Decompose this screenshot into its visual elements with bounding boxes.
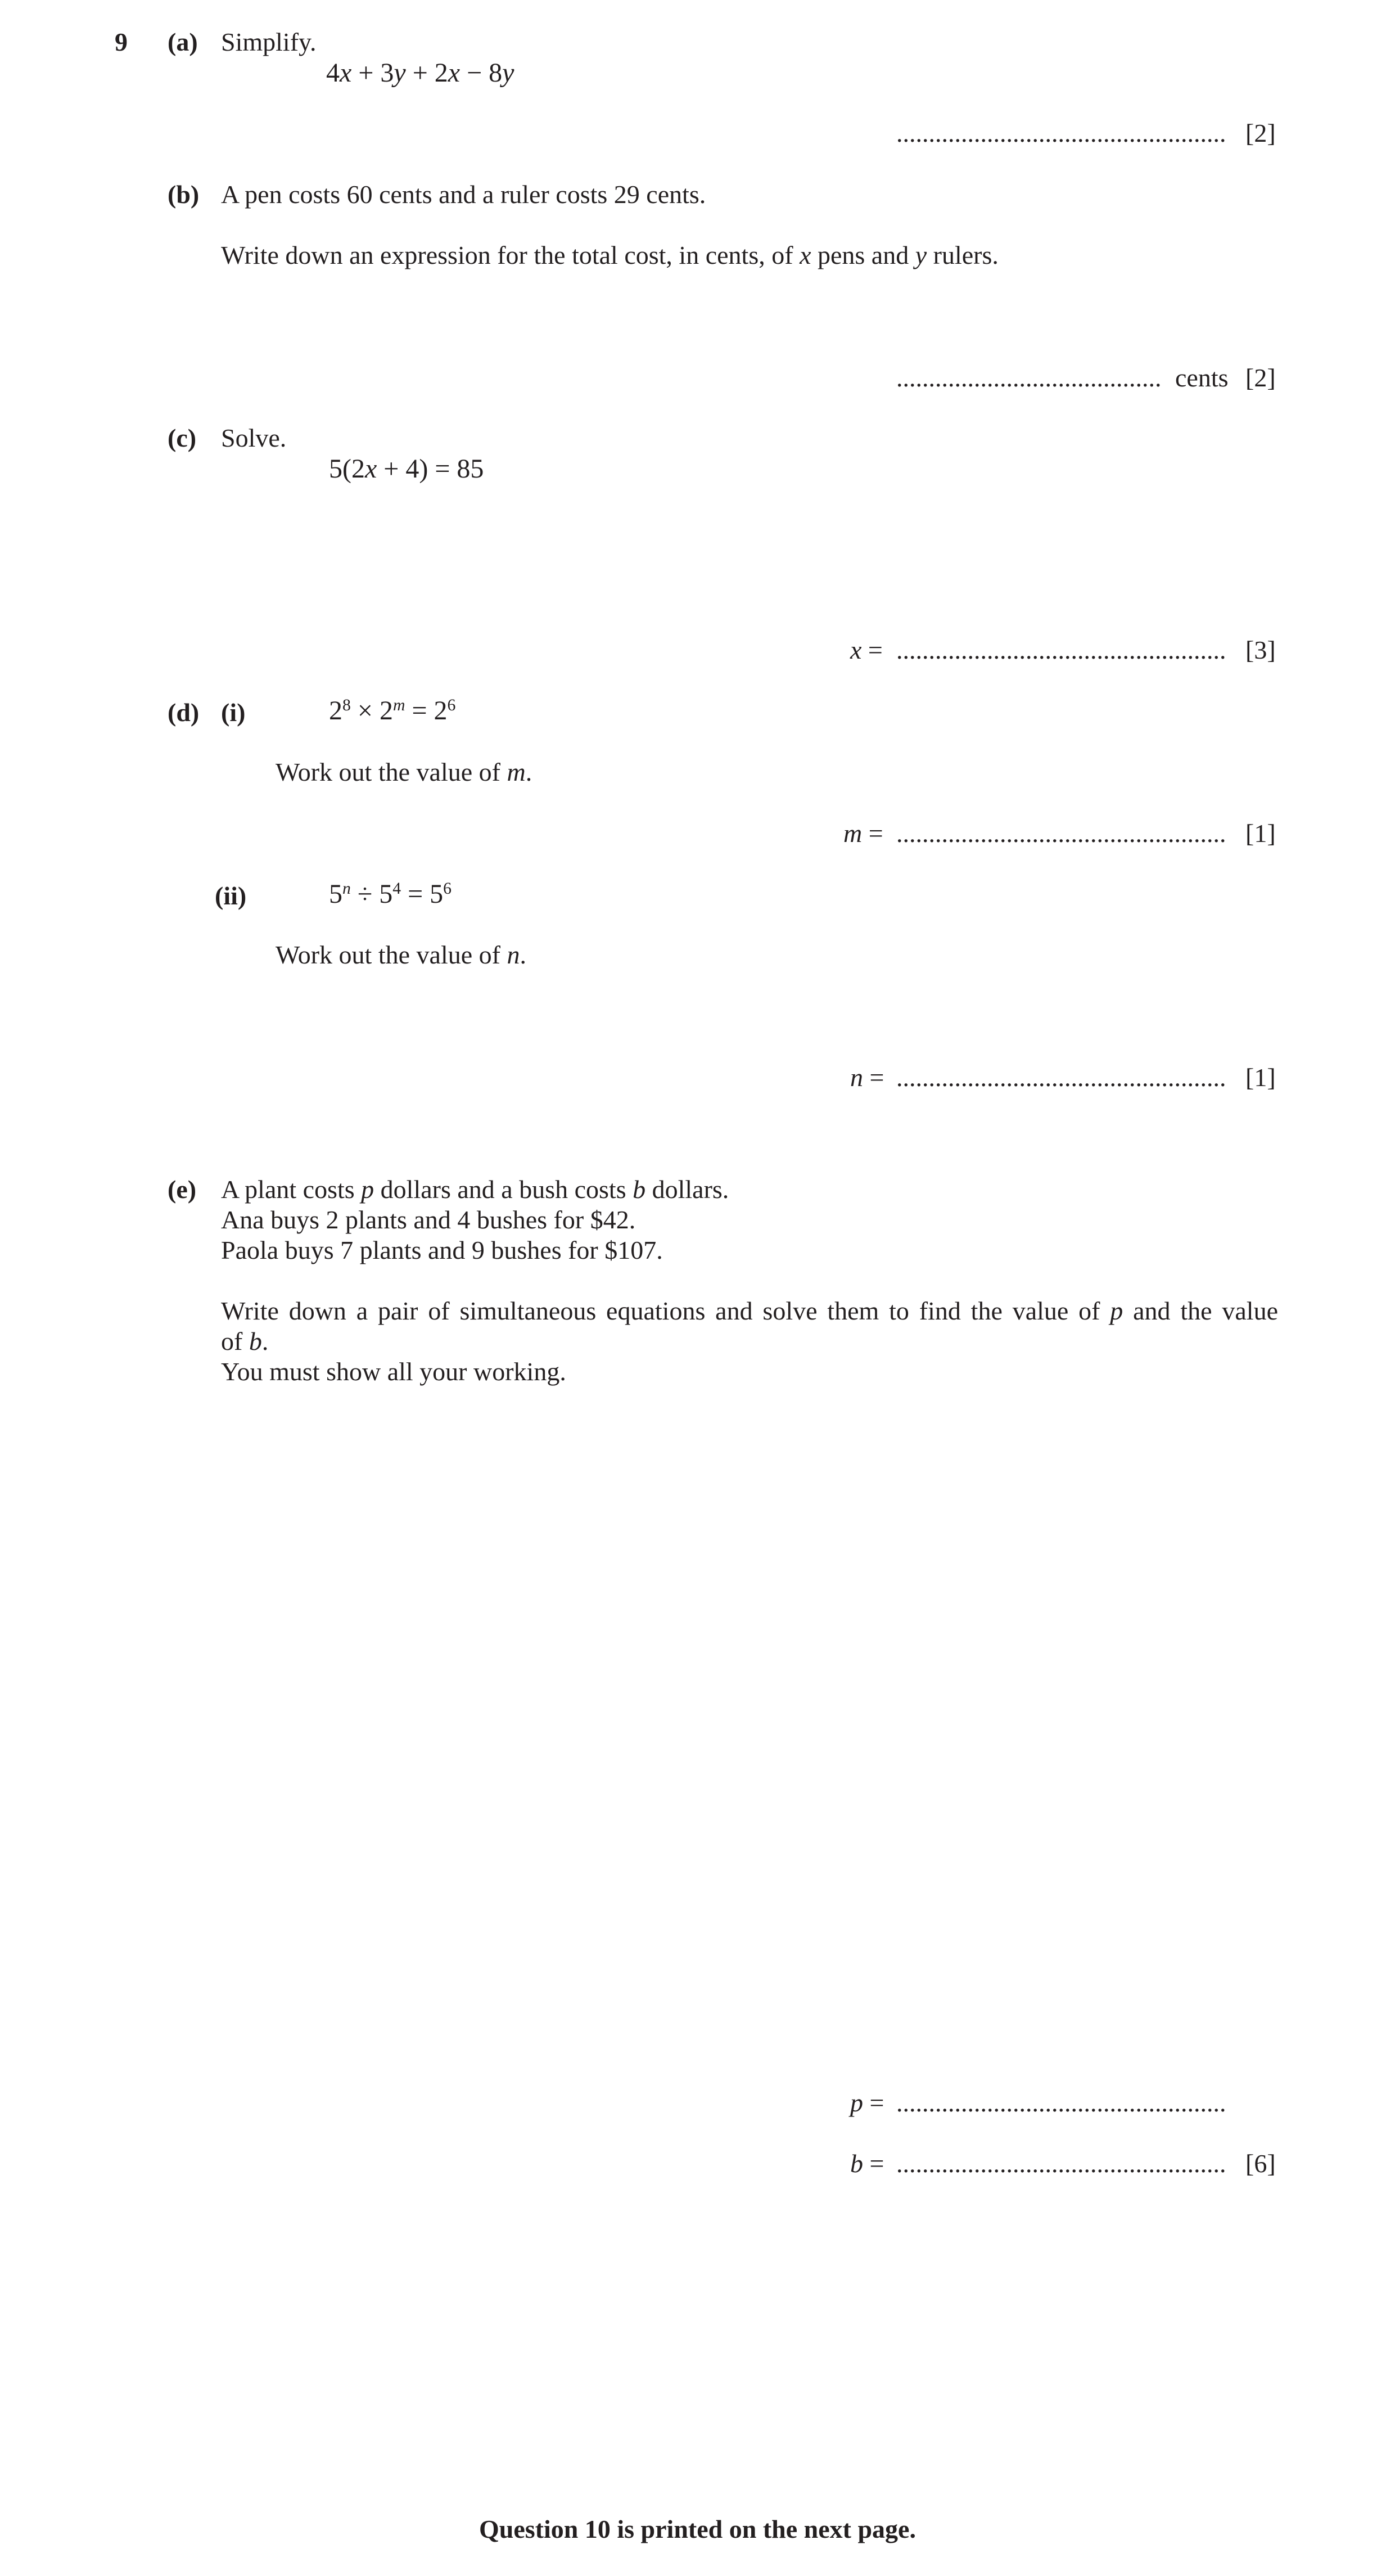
- part-d-label: (d): [168, 698, 200, 727]
- part-c-equation: 5(2x + 4) = 85: [329, 454, 484, 484]
- part-e-label: (e): [168, 1175, 197, 1204]
- part-e-line3: Paola buys 7 plants and 9 bushes for $107.: [221, 1236, 663, 1264]
- part-e-answer-b-line[interactable]: ...................................................: [896, 2149, 1226, 2178]
- part-b-answer-line[interactable]: .........................................: [896, 363, 1162, 392]
- part-a-label: (a): [168, 28, 198, 56]
- part-c-label: (c): [168, 424, 197, 452]
- part-e-line5: of b.: [221, 1327, 269, 1355]
- part-c-answer-label: x =: [850, 636, 883, 664]
- part-e-answer-p-label: p =: [850, 2088, 884, 2117]
- part-e-line2: Ana buys 2 plants and 4 bushes for $42.: [221, 1205, 636, 1234]
- part-d-ii-answer-line[interactable]: ...................................................: [896, 1063, 1226, 1092]
- part-d-i-answer-label: m =: [843, 819, 883, 848]
- part-b-label: (b): [168, 180, 200, 209]
- part-e-line6: You must show all your working.: [221, 1357, 566, 1386]
- part-b-prompt: Write down an expression for the total cost, in cents, of x pens and y rulers.: [221, 241, 999, 269]
- part-d-ii-marks: [1]: [1245, 1063, 1276, 1092]
- part-c-marks: [3]: [1245, 636, 1276, 664]
- part-e-answer-b-label: b =: [850, 2149, 884, 2178]
- part-d-i-prompt: Work out the value of m.: [276, 758, 532, 786]
- part-e-line4: Write down a pair of simultaneous equations and solve them to find the value of p and the value: [221, 1296, 1278, 1325]
- part-c-answer-line[interactable]: ...................................................: [896, 636, 1226, 664]
- part-a-expression: 4x + 3y + 2x − 8y: [326, 58, 514, 88]
- question-number: 9: [115, 28, 128, 56]
- part-c-instruction: Solve.: [221, 424, 287, 452]
- part-e-answer-p-line[interactable]: ...................................................: [896, 2088, 1226, 2117]
- part-e-marks: [6]: [1245, 2149, 1276, 2178]
- part-b-marks: [2]: [1245, 363, 1276, 392]
- footer-note: Question 10 is printed on the next page.: [479, 2515, 916, 2543]
- part-b-unit: cents: [1175, 363, 1229, 392]
- part-d-i-label: (i): [221, 698, 246, 727]
- part-a-instruction: Simplify.: [221, 28, 317, 56]
- part-d-ii-equation: $5^n \div 5^4 = 5^6$: [329, 879, 452, 909]
- part-d-i-answer-line[interactable]: ...................................................: [896, 819, 1226, 848]
- part-d-i-marks: [1]: [1245, 819, 1276, 848]
- part-a-answer-line[interactable]: ...................................................: [896, 119, 1226, 147]
- part-d-i-equation: $2^8 \times 2^m = 2^6$: [329, 695, 456, 726]
- part-e-line1: A plant costs p dollars and a bush costs b dollars.: [221, 1175, 729, 1204]
- part-d-ii-label: (ii): [215, 881, 247, 910]
- part-b-text: A pen costs 60 cents and a ruler costs 29 cents.: [221, 180, 706, 209]
- part-d-ii-answer-label: n =: [850, 1063, 884, 1092]
- part-d-ii-prompt: Work out the value of n.: [276, 940, 526, 969]
- part-a-marks: [2]: [1245, 119, 1276, 147]
